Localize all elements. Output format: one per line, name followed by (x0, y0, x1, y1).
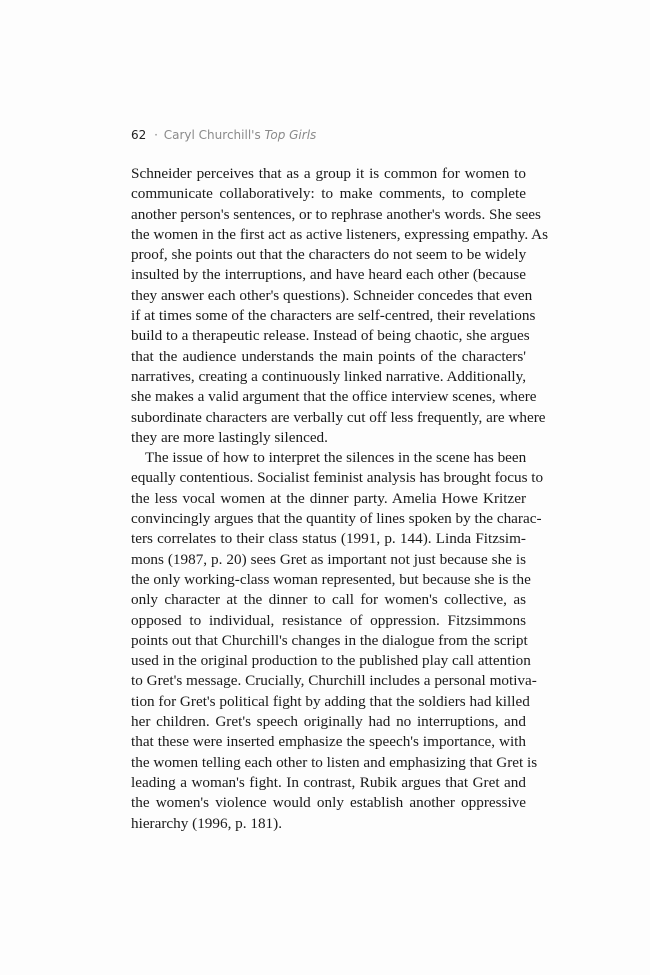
text-line: leading a woman's fight. In contrast, Rubik argues that Gret and (131, 773, 526, 791)
text-line: that these were inserted emphasize the speech's importance, with (131, 733, 526, 751)
body-text (131, 164, 548, 834)
running-head-author: Caryl Churchill's (163, 128, 265, 142)
running-head (131, 128, 316, 142)
text-line: they are more lastingly silenced. (131, 428, 328, 446)
text-line: they answer each other's questions). Schneider concedes that even (131, 286, 533, 304)
text-line: used in the original production to the published play call attention (131, 652, 531, 670)
text-line: the women telling each other to listen and emphasizing that Gret is (131, 753, 538, 771)
paragraph (131, 164, 548, 448)
text-line: narratives, creating a continuously linked narrative. Additionally, (131, 367, 527, 385)
text-line: that the audience understands the main points of the characters' (131, 347, 526, 365)
text-line: the women in the first act as active listeners, expressing empathy. As (131, 225, 548, 243)
text-line: equally contentious. Socialist feminist analysis has brought focus to (131, 469, 544, 487)
text-line: to Gret's message. Crucially, Churchill includes a personal motiva- (131, 672, 537, 690)
text-line: build to a therapeutic release. Instead of being chaotic, she argues (131, 327, 530, 345)
text-line: the only working-class woman represented, but because she is the (131, 570, 531, 588)
text-line: hierarchy (1996, p. 181). (131, 814, 282, 832)
text-line: communicate collaboratively: to make comments, to complete (131, 185, 526, 203)
paragraph (131, 448, 544, 834)
text-line: insulted by the interruptions, and have heard each other (because (131, 266, 526, 284)
text-line: convincingly argues that the quantity of lines spoken by the charac- (131, 510, 542, 528)
text-line: opposed to individual, resistance of oppression. Fitzsimmons (131, 611, 526, 629)
text-line: if at times some of the characters are self-centred, their revelations (131, 307, 536, 325)
text-line: only character at the dinner to call for women's collective, as (131, 591, 526, 609)
text-line: mons (1987, p. 20) sees Gret as important not just because she is (131, 550, 526, 568)
text-line: subordinate characters are verbally cut off less frequently, are where (131, 408, 546, 426)
text-line: the women's violence would only establish another oppressive (131, 794, 526, 812)
text-line: her children. Gret's speech originally had no interruptions, and (131, 713, 526, 731)
running-head-separator: · (154, 128, 158, 142)
text-line: Schneider perceives that as a group it is common for women to (131, 165, 526, 182)
text-line: she makes a valid argument that the office interview scenes, where (131, 388, 537, 406)
text-line: tion for Gret's political fight by adding that the soldiers had killed (131, 692, 530, 710)
text-line: the less vocal women at the dinner party. Amelia Howe Kritzer (131, 489, 526, 507)
page-number: 62 (131, 128, 147, 142)
running-head-book-title: Top Girls (264, 128, 317, 142)
text-line: ters correlates to their class status (1991, p. 144). Linda Fitzsim- (131, 530, 526, 548)
text-line: The issue of how to interpret the silences in the scene has been (145, 449, 527, 467)
text-line: proof, she points out that the characters do not seem to be widely (131, 246, 527, 264)
text-line: points out that Churchill's changes in the dialogue from the script (131, 631, 528, 649)
text-line: another person's sentences, or to rephrase another's words. She sees (131, 205, 541, 223)
